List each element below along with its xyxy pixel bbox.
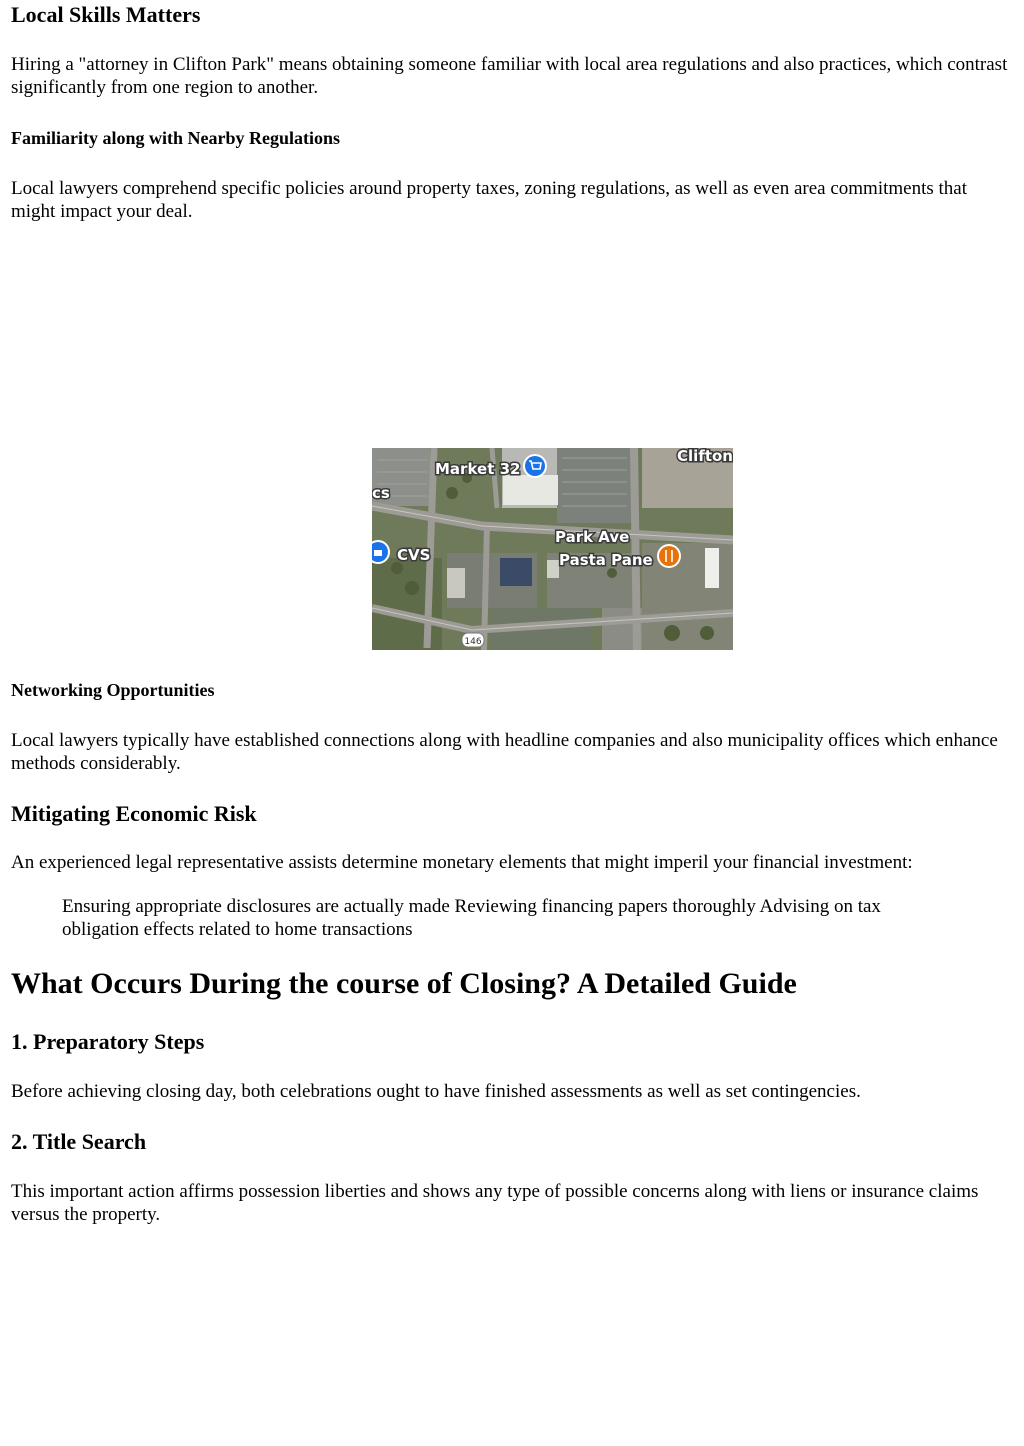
map-label-cs: cs (372, 484, 390, 502)
para-risk: An experienced legal representative assists determine monetary elements that might imperil your financial investment: (11, 852, 913, 873)
heading-networking: Networking Opportunities (11, 680, 215, 700)
heading-familiarity: Familiarity along with Nearby Regulations (11, 128, 340, 148)
heading-closing-guide: What Occurs During the course of Closing? A Detailed Guide (11, 967, 797, 1000)
map-image (372, 448, 733, 650)
cart-pin-icon (523, 454, 547, 478)
route-shield-icon (462, 633, 484, 647)
heading-title-search: 2. Title Search (11, 1129, 147, 1154)
heading-preparatory-steps: 1. Preparatory Steps (11, 1029, 205, 1054)
para-local-skills: Hiring a "attorney in Clifton Park" means obtaining someone familiar with local area regulations and also practices, which contrast significantly from one region to another. (11, 54, 1008, 98)
risk-list: Ensuring appropriate disclosures are actually made Reviewing financing papers thoroughly Advising on tax obligation effects related to home transactions (62, 896, 881, 940)
heading-local-skills: Local Skills Matters (11, 2, 201, 27)
satellite-map (372, 448, 733, 650)
para-networking: Local lawyers typically have established connections along with headline companies and also municipality offices which enhance methods considerably. (11, 730, 998, 774)
para-familiarity: Local lawyers comprehend specific policies around property taxes, zoning regulations, as well as even area commitments that might impact your deal. (11, 178, 968, 222)
para-title-search: This important action affirms possession liberties and shows any type of possible concerns along with liens or insurance claims versus the property. (11, 1181, 979, 1225)
map-label-cvs: CVS (397, 546, 431, 564)
map-label-clifton: Clifton (677, 448, 733, 465)
heading-risk: Mitigating Economic Risk (11, 801, 257, 826)
route-label: 146 (464, 637, 482, 647)
map-label-market: Market 32 (435, 460, 521, 478)
map-label-pasta-pane: Pasta Pane (559, 551, 653, 569)
map-label-park-ave: Park Ave (555, 528, 630, 546)
para-preparatory-steps: Before achieving closing day, both celebrations ought to have finished assessments as well as set contingencies. (11, 1081, 861, 1102)
restaurant-pin-icon (657, 544, 681, 568)
